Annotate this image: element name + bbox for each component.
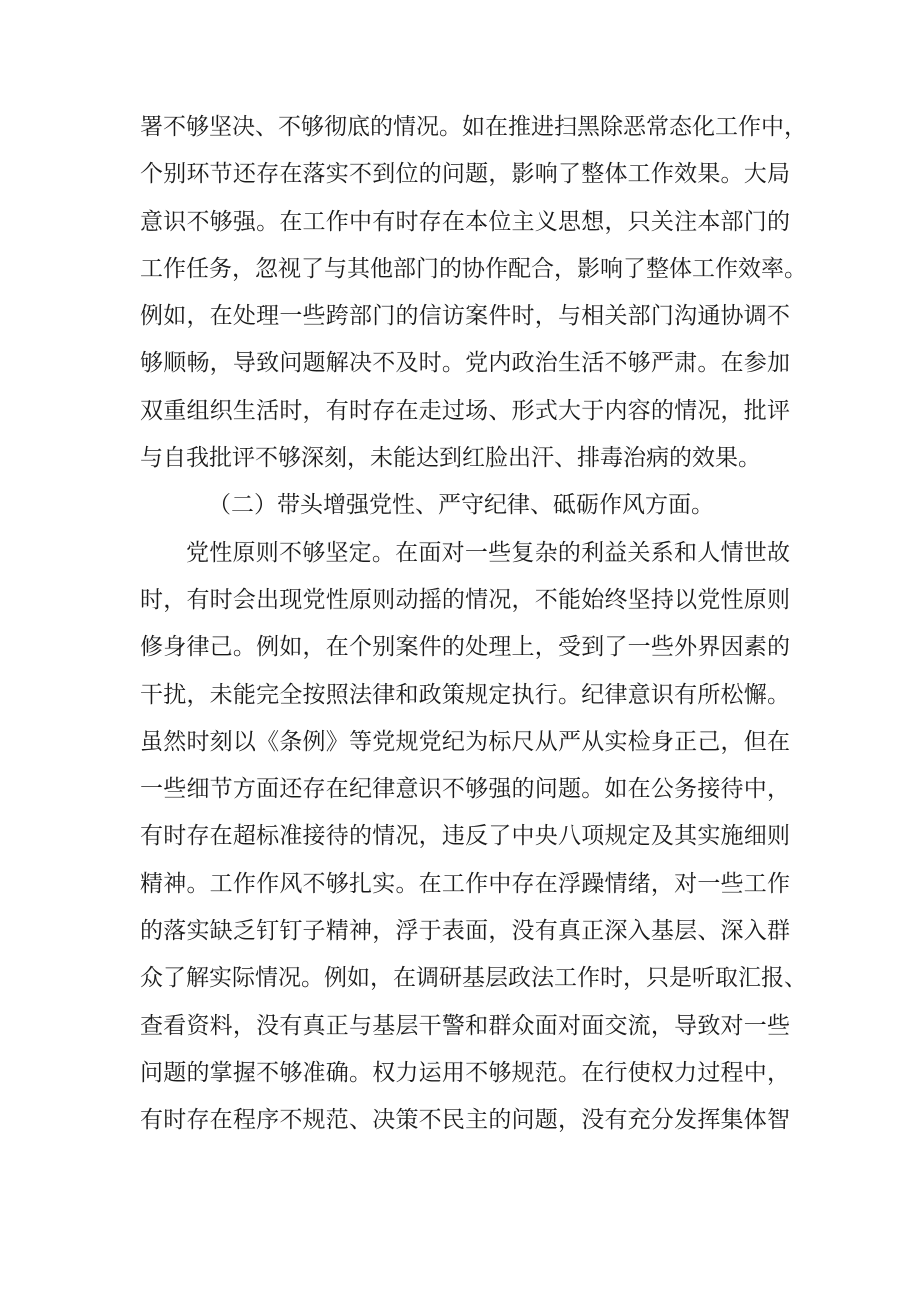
paragraph-1 [140, 104, 807, 482]
text-line: 虽然时刻以《条例》等党规党纪为标尺从严从实检身正己，但在 [140, 728, 790, 755]
text-line: 查看资料，没有真正与基层干警和群众面对面交流，导致对一些 [140, 1012, 790, 1039]
section-heading: （二）带头增强党性、严守纪律、砥砺作风方面。 [208, 492, 714, 519]
text-line: 问题的掌握不够准确。权力运用不够规范。在行使权力过程中， [140, 1059, 790, 1086]
paragraph-2 [140, 530, 807, 1145]
text-line: 双重组织生活时，有时存在走过场、形式大于内容的情况，批评 [140, 397, 790, 424]
text-line: 的落实缺乏钉钉子精神，浮于表面，没有真正深入基层、深入群 [140, 918, 790, 945]
text-line: 有时存在程序不规范、决策不民主的问题，没有充分发挥集体智 [140, 1107, 790, 1134]
text-line: 修身律己。例如，在个别案件的处理上，受到了一些外界因素的 [140, 634, 790, 661]
text-line: 个别环节还存在落实不到位的问题，影响了整体工作效果。大局 [140, 161, 790, 188]
document-body [140, 104, 807, 1145]
text-line: 众了解实际情况。例如，在调研基层政法工作时，只是听取汇报、 [140, 965, 807, 992]
text-line: 与自我批评不够深刻，未能达到红脸出汗、排毒治病的效果。 [140, 445, 761, 472]
text-line: 意识不够强。在工作中有时存在本位主义思想，只关注本部门的 [140, 208, 790, 235]
text-line: 干扰，未能完全按照法律和政策规定执行。纪律意识有所松懈。 [140, 681, 790, 708]
text-line: 工作任务，忽视了与其他部门的协作配合，影响了整体工作效率。 [140, 255, 807, 282]
text-line: 署不够坚决、不够彻底的情况。如在推进扫黑除恶常态化工作中， [140, 114, 807, 140]
text-line: 精神。工作作风不够扎实。在工作中存在浮躁情绪，对一些工作 [140, 870, 790, 897]
text-line: 够顺畅，导致问题解决不及时。党内政治生活不够严肃。在参加 [140, 350, 790, 377]
text-line: 例如，在处理一些跨部门的信访案件时，与相关部门沟通协调不 [140, 303, 790, 330]
text-line: 一些细节方面还存在纪律意识不够强的问题。如在公务接待中， [140, 776, 790, 803]
text-line: 时，有时会出现党性原则动摇的情况，不能始终坚持以党性原则 [140, 586, 790, 613]
text-line: 有时存在超标准接待的情况，违反了中央八项规定及其实施细则 [140, 823, 790, 850]
text-line: 党性原则不够坚定。在面对一些复杂的利益关系和人情世故 [186, 539, 790, 566]
